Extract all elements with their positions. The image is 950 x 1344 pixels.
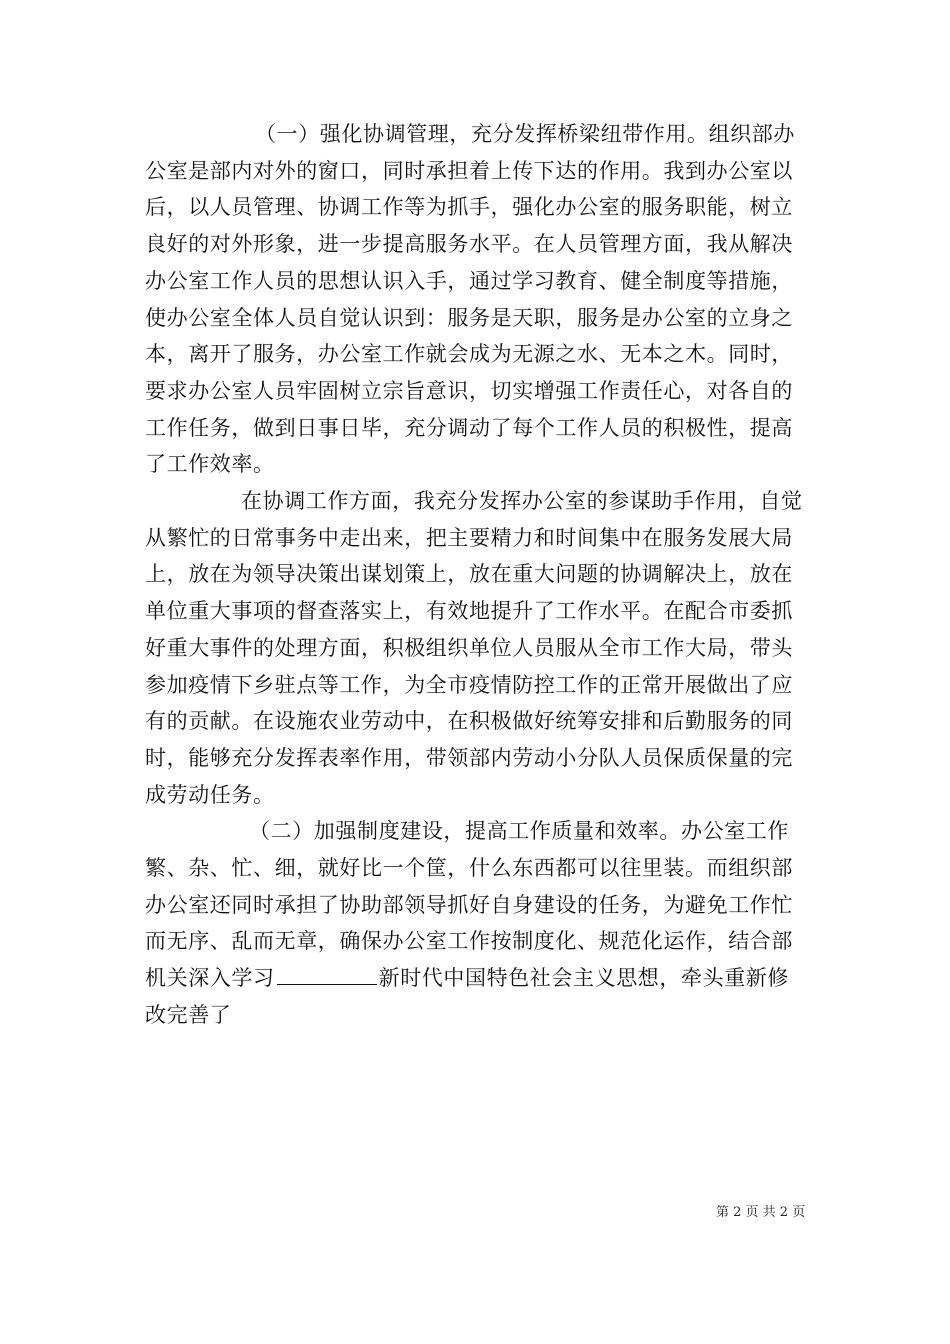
paragraph-coordination-management: （一）强化协调管理，充分发挥桥梁纽带作用。组织部办公室是部内对外的窗口，同时承担着上传下达的作用。我到办公室以后，以人员管理、协调工作等为抓手，强化办公室的服务职能，树立良好的对外形象，进一步提高服务水平。在人员管理方面，我从解决办公室工作人员的思想认识入手，通过学习教育、健全制度等措施，使办公室全体人员自觉认识到：服务是天职，服务是办公室的立身之本，离开了服务，办公室工作就会成为无源之水、无本之木。同时，要求办公室人员牢固树立宗旨意识，切实增强工作责任心，对各自的工作任务，做到日事日毕，充分调动了每个工作人员的积极性，提高了工作效率。 <box>145 122 795 477</box>
paragraph-text-before-blank: （二）加强制度建设，提高工作质量和效率。办公室工作繁、杂、忙、细，就好比一个筐，什么东西都可以往里装。而组织部办公室还同时承担了协助部领导抓好自身建设的任务，为避免工作忙而无序、乱而无章，确保办公室工作按制度化、规范化运作，结合部机关深入学习 <box>145 819 793 991</box>
paragraph-coordination-work: 在协调工作方面，我充分发挥办公室的参谋助手作用，自觉从繁忙的日常事务中走出来，把主要精力和时间集中在服务发展大局上，放在为领导决策出谋划策上，放在重大问题的协调解决上，放在单位重大事项的督查落实上，有效地提升了工作水平。在配合市委抓好重大事件的处理方面，积极组织单位人员服从全市工作大局，带头参加疫情下乡驻点等工作，为全市疫情防控工作的正常开展做出了应有的贡献。在设施农业劳动中，在积极做好统筹安排和后勤服务的同时，能够充分发挥表率作用，带领部内劳动小分队人员保质保量的完成劳动任务。 <box>145 489 803 807</box>
paragraph-system-building <box>145 813 807 1033</box>
fill-in-blank <box>277 966 377 985</box>
document-body <box>145 116 807 1034</box>
page-number-footer: 第 2 页 共 2 页 <box>716 1205 806 1220</box>
paragraph-text-after-blank: 新时代中国特色社会主义思想，牵头重新修改完善了 <box>145 966 790 1027</box>
